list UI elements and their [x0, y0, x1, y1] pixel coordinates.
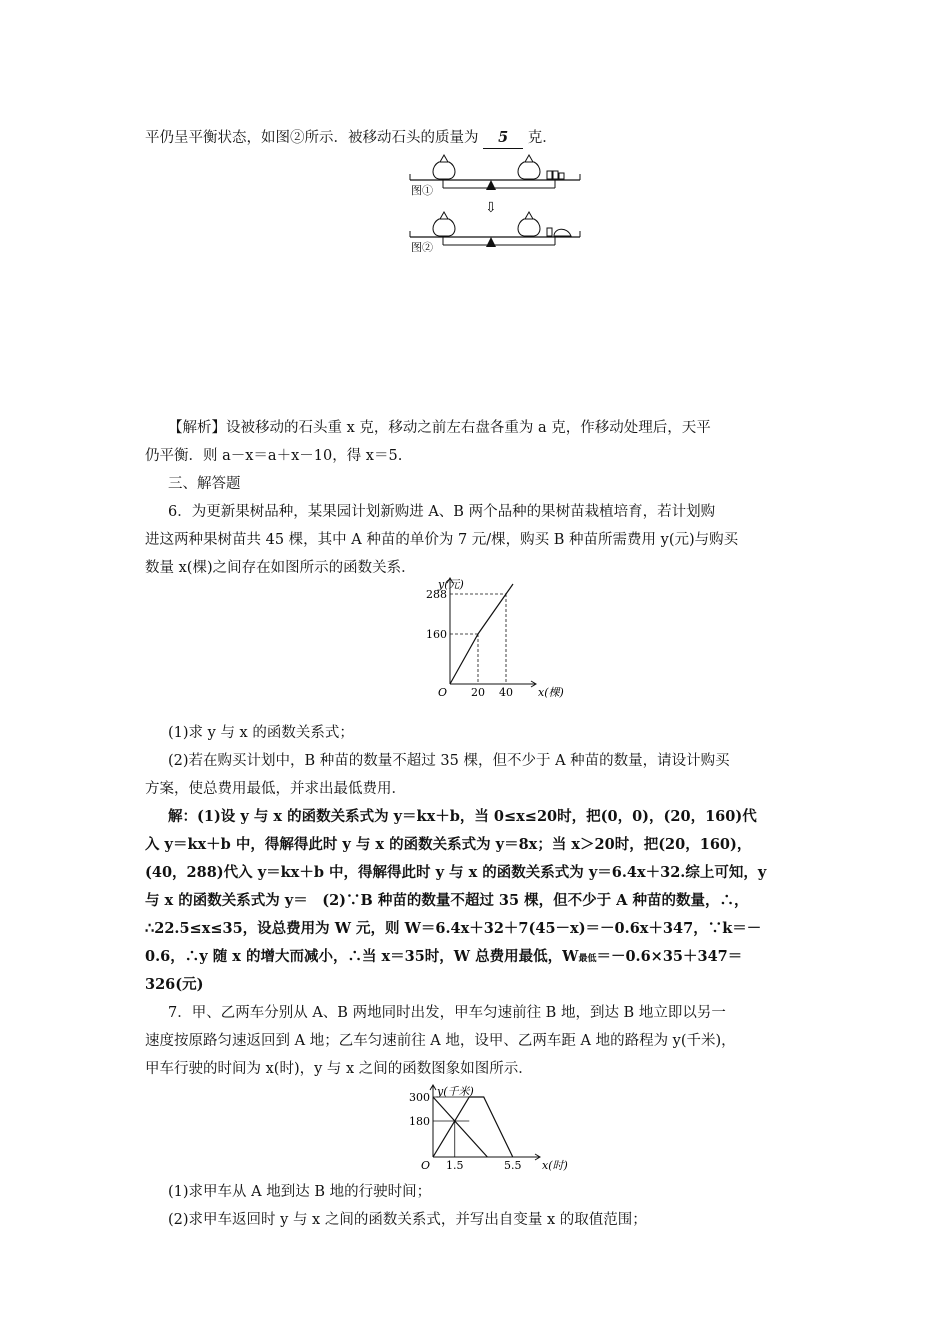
balance-scale-1: [410, 155, 580, 197]
origin-label: O: [438, 686, 448, 699]
fig1-label: 图①: [411, 184, 433, 197]
intro-line: [145, 128, 557, 149]
q6-sub-2-line-2: 方案，使总费用最低，并求出最低费用．: [145, 781, 406, 797]
q6-sub-1: (1)求 y 与 x 的函数关系式；: [168, 725, 354, 741]
intro-text-post: 克．: [527, 130, 557, 146]
stone-icon: [554, 229, 571, 236]
solution-line-7: 326(元): [145, 976, 204, 993]
q7-line-3: 甲车行驶的时间为 x(时)，y 与 x 之间的函数图象如图所示．: [145, 1061, 533, 1077]
series-line-0: [433, 1097, 513, 1157]
solution-line-4: 与 x 的函数关系式为 y＝ (2)∵B 种苗的数量不超过 35 棵，但不少于 A 种苗的数量，∴，: [145, 892, 749, 909]
x-tick-label: 20: [471, 686, 485, 699]
balance-figure: [405, 150, 595, 252]
q7-line-2: 速度按原路匀速返回到 A 地；乙车匀速前往 A 地，设甲、乙两车距 A 地的路程为 y(千米)，: [145, 1033, 736, 1049]
solution-line-1: 解：(1)设 y 与 x 的函数关系式为 y＝kx＋b，当 0≤x≤20时，把(0，0)，(20，160)代: [168, 808, 757, 825]
distance-chart: [408, 1080, 578, 1176]
fulcrum-icon: [486, 180, 496, 190]
analysis-line-1: 【解析】设被移动的石头重 x 克，移动之前左右盘各重为 a 克，作移动处理后，天平: [168, 420, 711, 436]
series-line-1: [433, 1097, 487, 1157]
q7-sub-1: (1)求甲车从 A 地到达 B 地的行驶时间；: [168, 1184, 432, 1200]
q6-sub-2-line-1: (2)若在购买计划中，B 种苗的数量不超过 35 棵，但不少于 A 种苗的数量，请设计购买: [168, 753, 730, 769]
solution-line-3: (40，288)代入 y＝kx＋b 中，得解得此时 y 与 x 的函数关系式为 y＝6.4x＋32.综上可知，y: [145, 864, 767, 881]
answer-blank: 5: [483, 128, 523, 149]
stone-icon: [547, 228, 552, 236]
y-tick-label: 288: [426, 588, 447, 601]
section-heading: 三、解答题: [168, 476, 241, 492]
solution-line-6-pre: 0.6，∴y 随 x 的增大而减小，∴当 x＝35时，W 总费用最低，W: [145, 948, 579, 965]
down-arrow-icon: ⇩: [485, 200, 497, 216]
x-tick-label: 1.5: [446, 1159, 464, 1172]
x-tick-label: 5.5: [504, 1159, 522, 1172]
solution-line-2: 入 y＝kx＋b 中，得解得此时 y 与 x 的函数关系式为 y＝8x；当 x＞20时，把(20，160)，: [145, 836, 752, 853]
balance-scale-2: [410, 212, 580, 252]
weight-bag-icon: [433, 219, 455, 236]
solution-line-6-post: ＝－0.6×35＋347＝: [596, 948, 743, 965]
stone-icon: [553, 171, 558, 179]
q6-line-2: 进这两种果树苗共 45 棵，其中 A 种苗的单价为 7 元/棵，购买 B 种苗所需费用 y(元)与购买: [145, 532, 739, 548]
q6-line-3: 数量 x(棵)之间存在如图所示的函数关系．: [145, 560, 416, 576]
series-line-0: [450, 584, 513, 684]
x-tick-label: 40: [499, 686, 513, 699]
solution-line-6: [145, 947, 742, 969]
solution-line-6-sub: 最低: [578, 954, 597, 964]
y-axis-label: y(元): [438, 578, 464, 591]
fig2-label: 图②: [411, 241, 433, 252]
origin-label: O: [421, 1159, 431, 1172]
y-tick-label: 300: [409, 1091, 430, 1104]
fulcrum-icon: [486, 237, 496, 247]
x-axis-label: x(时): [542, 1159, 568, 1172]
q7-sub-2: (2)求甲车返回时 y 与 x 之间的函数关系式，并写出自变量 x 的取值范围；: [168, 1212, 647, 1228]
solution-line-5: ∴22.5≤x≤35，设总费用为 W 元，则 W＝6.4x＋32＋7(45－x)＝－0.6x＋347，∵k＝－: [145, 920, 762, 937]
weight-bag-icon: [433, 162, 455, 179]
cost-chart: [418, 572, 578, 702]
y-tick-label: 180: [409, 1115, 430, 1128]
y-axis-label: y(千米): [437, 1085, 474, 1098]
analysis-line-2: 仍平衡．则 a－x＝a＋x－10，得 x＝5.: [145, 448, 403, 464]
q6-line-1: 6．为更新果树品种，某果园计划新购进 A、B 两个品种的果树苗栽植培育，若计划购: [168, 504, 716, 520]
stone-icon: [547, 171, 552, 179]
y-tick-label: 160: [426, 628, 447, 641]
intro-text-pre: 平仍呈平衡状态，如图②所示．被移动石头的质量为: [145, 130, 479, 146]
q7-line-1: 7．甲、乙两车分别从 A、B 两地同时出发，甲车匀速前往 B 地，到达 B 地立即以另一: [168, 1005, 726, 1021]
stone-icon: [559, 173, 564, 179]
weight-bag-icon: [518, 219, 540, 236]
x-axis-label: x(棵): [538, 686, 564, 699]
weight-bag-icon: [518, 162, 540, 179]
